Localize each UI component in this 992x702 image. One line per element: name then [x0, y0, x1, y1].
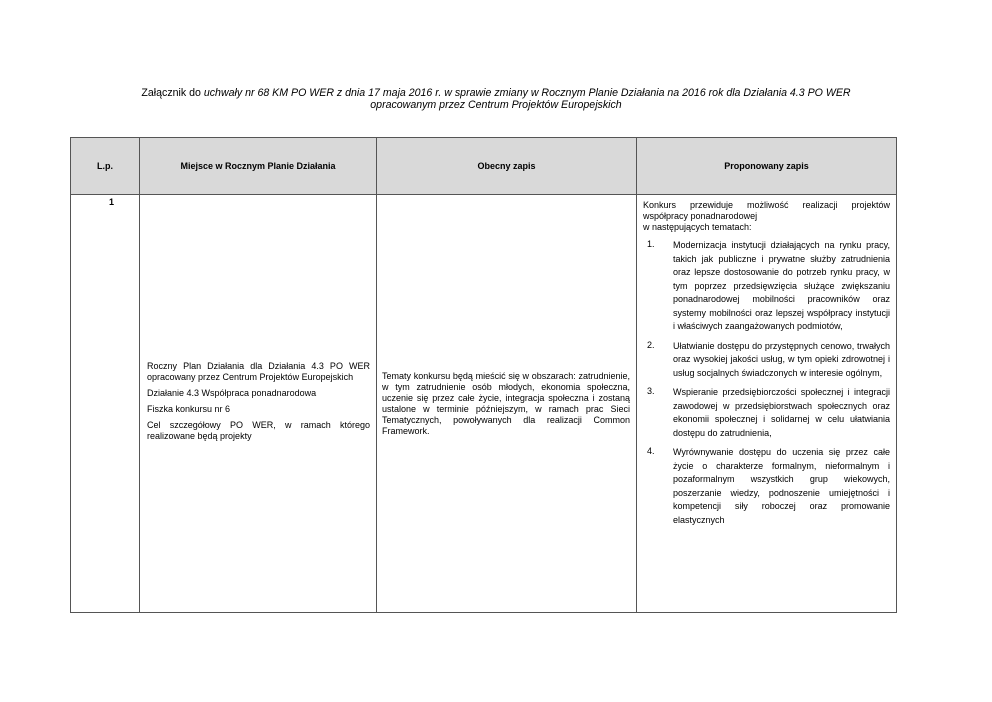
miejsce-line: Cel szczegółowy PO WER, w ramach którego realizowane będą projekty	[147, 419, 370, 441]
table-row	[71, 195, 897, 613]
header-lp: L.p.	[71, 138, 140, 195]
header-obecny-zapis: Obecny zapis	[377, 138, 637, 195]
list-item-text: Ułatwianie dostępu do przystępnych cenowo, trwałych oraz wysokiej jakości usług, w tym opieki zdrowotnej i usług socjalnych świadczonych w interesie ogólnym,	[673, 340, 890, 378]
list-item	[643, 386, 890, 440]
list-item-text: Modernizacja instytucji działających na rynku pracy, takich jak publiczne i prywatne służby zatrudnienia oraz lepsze dostosowanie do potrzeb rynku pracy, w tym poprzez przedsięwzięcia służące zwiększaniu ponadnarodowej mobilności pracowników oraz systemy mobilności oraz lepszej współpracy instytucji i właściwych zaangażowanych podmiotów,	[673, 240, 890, 331]
miejsce-line: Fiszka konkursu nr 6	[147, 403, 231, 414]
title-rest: uchwały nr 68 KM PO WER z dnia 17 maja 2016 r. w sprawie zmiany w Rocznym Planie Działania na 2016 rok dla Działania 4.3 PO WER	[203, 87, 851, 99]
list-item-text: Wspieranie przedsiębiorczości społecznej i integracji zawodowej w przedsiębiorstwach społecznych oraz ekonomii społecznej i solidarnej w celu ułatwiania dostępu do zatrudnienia,	[673, 387, 890, 438]
list-item	[643, 239, 890, 334]
proponowany-intro-1: Konkurs przewiduje możliwość realizacji projektów współpracy ponadnarodowej	[643, 200, 890, 221]
proponowany-list	[637, 239, 896, 527]
list-item-number: 1.	[647, 239, 655, 249]
table-header-row	[71, 138, 897, 195]
proponowany-intro-2: w następujących tematach:	[643, 222, 752, 232]
cell-miejsce	[140, 195, 377, 613]
list-item	[643, 446, 890, 527]
list-item	[643, 340, 890, 381]
header-miejsce: Miejsce w Rocznym Planie Działania	[140, 138, 377, 195]
list-item-number: 2.	[647, 339, 655, 350]
row-number: 1	[71, 195, 140, 613]
title-line-2: opracowanym przez Centrum Projektów Europejskich	[370, 99, 622, 111]
list-item-number: 4.	[647, 446, 655, 456]
changes-table	[70, 137, 897, 613]
miejsce-line: Roczny Plan Działania dla Działania 4.3 PO WER opracowany przez Centrum Projektów Europejskich	[147, 360, 370, 382]
proponowany-intro	[637, 195, 896, 233]
obecny-zapis-text: Tematy konkursu będą mieścić się w obszarach: zatrudnienie, w tym zatrudnienie osób młodych, ekonomia społeczna, uczenie się przez całe życie, integracja społeczna i zostaną ustalone w terminie późniejszym, w ramach prac Sieci Tematycznych, powoływanych dla realizacji Common Framework.	[382, 370, 630, 436]
document-title	[70, 87, 922, 111]
cell-proponowany-zapis	[637, 195, 897, 613]
list-item-text: Wyrównywanie dostępu do uczenia się przez całe życie o charakterze formalnym, nieformalnym i pozaformalnym wszystkich grup wiekowych, poszerzanie wiedzy, podnoszenie umiejętności i kompetencji siły roboczej oraz promowanie elastycznych	[673, 447, 890, 525]
title-lead: Załącznik do	[141, 87, 201, 99]
cell-obecny-zapis	[377, 195, 637, 613]
header-proponowany-zapis: Proponowany zapis	[637, 138, 897, 195]
list-item-number: 3.	[647, 386, 655, 396]
title-line-1	[70, 87, 922, 99]
miejsce-line: Działanie 4.3 Współpraca ponadnarodowa	[147, 387, 317, 398]
